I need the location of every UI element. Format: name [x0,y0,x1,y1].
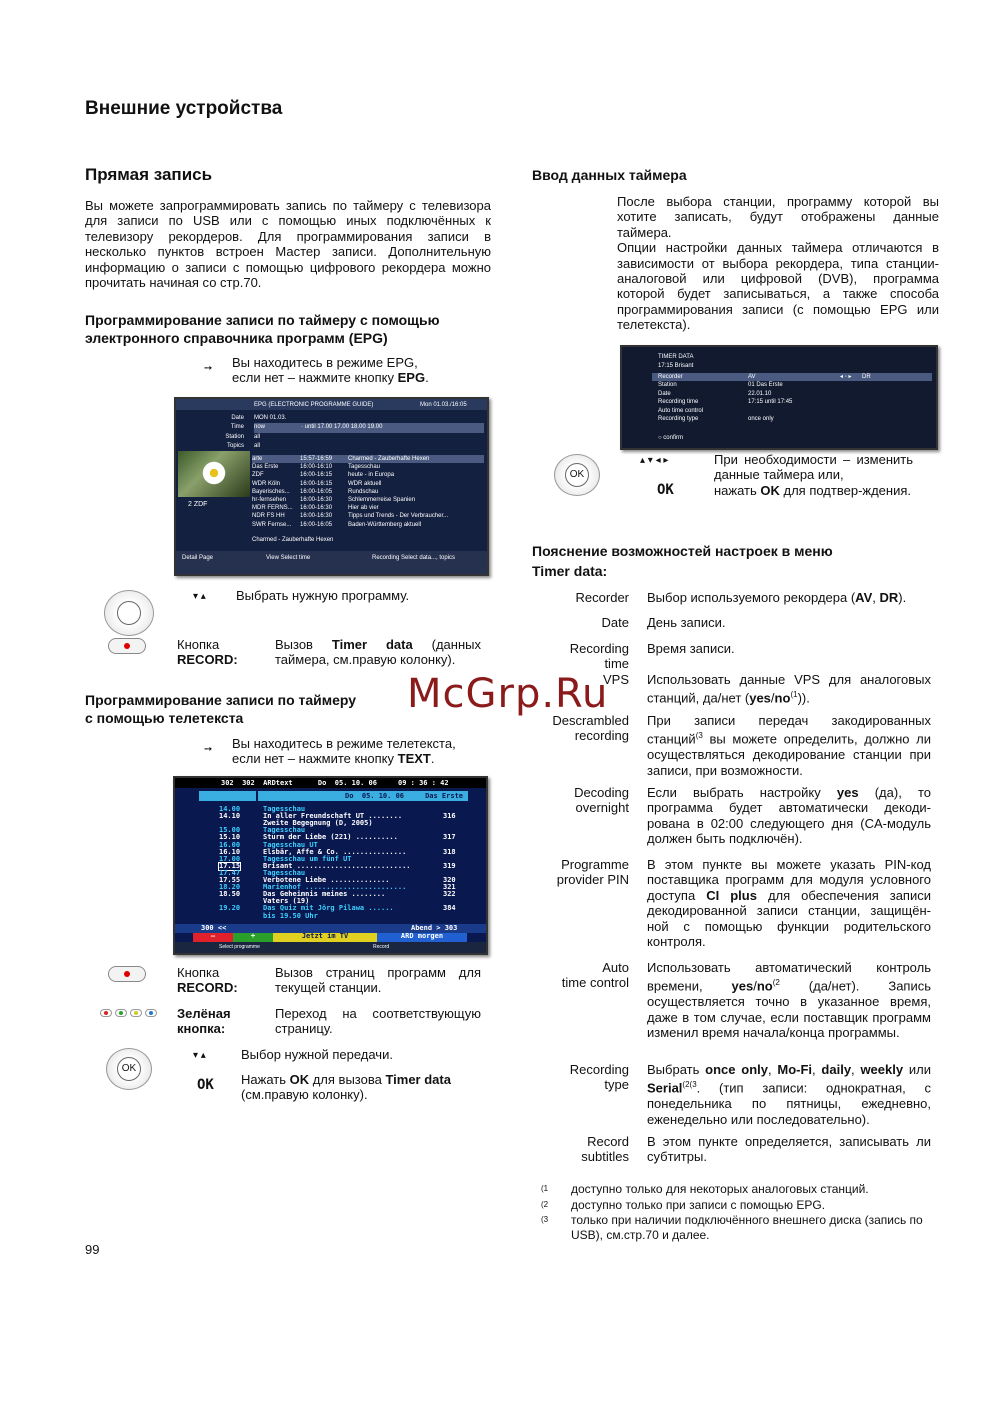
green-key-line-1: Зелёная [177,1006,231,1021]
confirm-icon: ○ [658,435,664,441]
setting-term: Programme provider PIN [556,857,629,888]
timer-row-label: Station [658,382,677,389]
timer-row-value: 17:15 until 17:45 [748,399,793,406]
epg-row-time: 16:00-16:05 [300,521,333,528]
green-key-line-2: кнопка: [177,1021,226,1037]
setting-term: Recording type [569,1062,629,1093]
teletext-row-time: 14.00 [219,805,241,813]
record-key-desc [275,637,481,668]
epg-row-title: Charmed - Zauberhafte Hexen [348,456,430,462]
epg-value-date[interactable]: MON 01.03. [254,415,287,421]
epg-row[interactable] [252,480,484,488]
epg-row-title: Schlemmerreise Spanien [348,496,416,503]
setting-term: Recording time [569,641,629,672]
footnote-mark: (2 [541,1200,549,1209]
teletext-red-button[interactable]: – [193,933,233,942]
setting-term: Descrambled recording [552,713,629,744]
teletext-date-bar: Do 05. 10. 06 Das Erste [345,792,464,800]
epg-select-text: Выбрать нужную программу. [236,588,410,603]
epg-label-time: Time [230,424,244,431]
epg-row-station: arte [252,456,263,462]
setting-term: Recorder [575,590,629,605]
setting-desc: Использовать автоматический контроль времени, yes/$no^{(2}$ (да/нет). Запись осуществляется точно в указанное время, даже в том случае, если поставщик программ изменил время начала/конца программы. [647,960,931,1040]
up-down-arrows-icon: ▾ ▴ [193,1050,206,1061]
timer-row-value: once only [748,415,774,422]
teletext-row-title: Tagesschau UT [263,840,318,849]
timer-row[interactable] [658,390,928,398]
timer-data-title: Ввод данных таймера [532,167,687,183]
teletext-row-title: Brisant ........................... [263,861,411,870]
epg-time-bar: · until 17.00 17.00 18.00 19.00 [301,424,383,431]
timer-row[interactable] [658,407,928,415]
navigation-pad-icon [104,590,154,636]
direct-recording-title: Прямая запись [85,165,213,184]
epg-row-title: heute - in Europa [348,472,395,479]
teletext-row-page: 319 [443,861,456,870]
timer-footer-label: confirm [663,435,683,441]
programme-thumbnail [178,451,250,497]
setting-desc: Выбрать once only, Mo-Fi, daily, weekly или Serial$^{(2(3}$. (тип записи: однократная, с понедельника по пятницы, ежедневно, еженедельно или последовательно). [647,1062,931,1127]
settings-title-colon: : [602,563,608,579]
epg-label-station: Station [225,433,244,440]
settings-title [532,541,833,581]
timer-row-value: 22.01.10 [748,390,772,397]
epg-row-station: SWR Fernse... [252,521,292,528]
teletext-row[interactable] [175,913,485,920]
teletext-row[interactable] [175,891,485,898]
epg-filter-values [254,414,484,452]
footnote-mark: (3 [541,1215,549,1224]
epg-footer-right: Recording Select data..., topics [372,555,456,561]
record-key-line-1: Кнопка [177,637,220,652]
epg-row-station: Bayerisches... [252,488,290,495]
ok-desc-timer-data: Timer data [385,1072,451,1087]
epg-row-station: WDR Köln [252,480,281,487]
epg-footer-left: Detail Page [182,555,214,561]
ok-desc-ok: OK [289,1072,310,1087]
timer-row-label: Recorder [658,374,683,380]
timer-data-text [617,194,939,333]
text-key: TEXT [397,751,431,767]
teletext-title-line-1: Программирование записи по таймеру [85,692,357,708]
setting-term: Decoding overnight [574,785,629,816]
footnote-text: доступно только для некоторых аналоговых станций. [571,1182,869,1196]
settings-title-line-2: Timer data [532,563,603,579]
teletext-row-title: Tagesschau [263,868,306,877]
timer-row-value: 01 Das Erste [748,382,783,389]
setting-desc: В этом пункте вы можете указать PIN-код поставщика программ для модуля условного доступа CI plus для обеспечения записи декодированной записи станции, защищён-ной с помощью функции родительского контроля. [647,857,931,950]
teletext-row-time: 14.10 [219,812,241,821]
record-key-label [177,637,238,668]
teletext-row-time: 19.20 [219,904,241,913]
footnote-text: доступно только при записи с помощью EPG. [571,1198,826,1212]
epg-header: EPG (ELECTRONIC PROGRAMME GUIDE) [254,402,374,408]
teletext-row-title: Sturm der Liebe (221) .......... [263,833,398,842]
direction-arrows-icon: ▴ ▾ ◂ ▸ [640,455,669,466]
setting-desc: При записи передач закодированных станций$^{(3}$ вы можете определить, должно ли осуществляться декодирование станции при записи, при возможности. [647,713,931,778]
timer-row-label: Recording time [658,399,699,406]
epg-row-title: Tagesschau [348,464,381,471]
epg-hint-end: . [425,370,429,386]
up-down-arrows-icon: ▾ ▴ [193,591,206,602]
record-desc-bold: Timer data [331,637,413,652]
timer-row[interactable] [658,381,928,389]
teletext-row-title: In aller Freundschaft UT ........ [263,812,403,821]
epg-row-station: NDR FS HH [252,513,285,520]
section-title: Внешние устройства [85,98,283,119]
epg-hint [232,355,502,386]
teletext-hint-end: . [430,751,435,767]
epg-label-topics: Topics [226,443,244,450]
teletext-row-page: 318 [443,847,456,856]
ok-key-icon: OK [657,482,674,498]
epg-row-time: 16:00-16:30 [300,505,333,512]
change-desc-post: для подтвер-ждения. [779,482,912,498]
epg-row[interactable] [252,455,484,463]
change-desc-pre: нажать [714,482,761,498]
setting-term: Date [601,615,629,630]
teletext-hint-line-2: если нет – нажмите кнопку [232,751,398,767]
teletext-row-title: Vaters (19) [263,897,310,906]
record-button-icon [108,966,146,982]
teletext-select-text: Выбор нужной передачи. [241,1047,393,1062]
teletext-programme-list [175,806,486,921]
green-key-label [177,1006,231,1037]
teletext-row-time: 16.10 [219,847,241,856]
setting-desc: В этом пункте определяется, записывать ли субтитры. [647,1134,931,1165]
ok-button-icon: OK [117,1057,141,1081]
timer-data-text-2: Опции настройки данных таймера отличаются в зависимости от выбора рекордера, типа станции-аналоговой или цифровой (DVB), программа которой будет записываться, а также способа программирования записи (с помощью EPG или телетекста). [617,240,939,333]
epg-screenshot [174,397,489,576]
teletext-nav-right[interactable]: Abend > 303 [411,924,458,932]
setting-desc: Время записи. [647,641,735,656]
teletext-title-line-2: с помощью телетекста [85,710,244,726]
teletext-row-title: Marienhof ........................ [263,883,407,892]
epg-value-station[interactable]: all [254,433,261,440]
teletext-nav-left[interactable]: 300 << [201,924,227,932]
epg-row-time: 16:00-16:05 [300,488,333,495]
setting-term: VPS [602,672,629,687]
teletext-row-title: Elsbär, Affe & Co. ............... [263,847,407,856]
teletext-row-title: Verbotene Liebe .............. [263,876,390,884]
timer-data-screenshot [620,345,938,450]
epg-row-time: 15:57-16:59 [300,456,333,462]
teletext-row-title: Tagesschau [263,805,306,813]
epg-row[interactable] [252,496,484,504]
green-key-desc: Переход на соответствующую страницу. [275,1006,481,1037]
epg-row-station: hr-fernsehen [252,496,287,503]
colour-buttons-icon [100,1008,160,1018]
settings-title-line-1: Пояснение возможностей настроек в меню [532,543,833,559]
timer-row[interactable] [658,373,928,381]
teletext-record-key-label [177,965,238,996]
change-desc-ok: OK [760,482,780,498]
epg-programme-list [252,455,484,529]
timer-screen-subtitle: 17:15 Brisant [658,363,694,369]
epg-row-title: Rundschau [348,488,379,495]
teletext-row-page: 316 [443,812,456,821]
setting-term: Record subtitles [581,1134,629,1165]
teletext-record-desc: Вызов страниц программ для текущей станции. [275,965,481,996]
timer-row-label: Auto time control [658,407,704,414]
teletext-row-time: 17.00 [219,854,241,863]
teletext-row-title: Zweite Begegnung (D, 2005) [263,819,373,828]
teletext-footer-left: Select programme [219,944,260,950]
epg-row-time: 16:00-16:30 [300,496,333,503]
footnote-mark: (1 [541,1184,549,1193]
timer-option-dr[interactable]: DR [862,374,871,380]
epg-row-time: 16:00-16:30 [300,513,333,520]
timer-row[interactable] [658,415,928,423]
epg-hint-line-1: Вы находитесь в режиме EPG, [232,355,418,370]
setting-desc: Если выбрать настройку yes (да), то программа будет автоматически декоди-рована в 02:00 следующего дня (CA-модуль должен быть подключён). [647,785,931,847]
epg-row-time: 16:00-16:15 [300,480,333,487]
ok-button-icon: OK [565,463,589,487]
timer-row-value: AV [748,374,756,380]
epg-row-title: Tipps und Trends - Der Verbraucher... [348,513,449,520]
teletext-row-page: 321 [443,883,456,892]
teletext-row-time: 18.50 [219,890,241,899]
ok-desc-mid: для вызова [309,1072,386,1087]
epg-row[interactable] [252,504,484,512]
epg-value-topics[interactable]: all [254,443,261,450]
teletext-row-page: 322 [443,890,456,899]
teletext-green-button[interactable]: + [233,933,273,942]
epg-row[interactable] [252,471,484,479]
record-key-line-2: RECORD: [177,652,238,668]
teletext-row-time: 17.55 [219,876,241,884]
epg-row[interactable] [252,512,484,520]
timer-data-text-1: После выбора станции, программу которой вы хотите записать, будут отображены данные таймера. [617,194,939,240]
epg-row-title: WDR aktuell [348,480,382,487]
teletext-row-title: Tagesschau um fünf UT [263,854,352,863]
teletext-row-title: bis 19.50 Uhr [263,911,318,920]
footnote-text: только при наличии подключённого внешнего диска (запись по USB), см.стр.70 и далее. [571,1213,923,1242]
epg-row-title: Hier ab vier [348,505,379,512]
ok-desc [241,1072,491,1103]
record-desc-post: (данных таймера, см.правую колонку). [275,637,481,668]
epg-footer-mid: View Select time [266,555,311,561]
setting-desc: Выбор используемого рекордера (AV, DR). [647,590,907,605]
timer-spinner-icon[interactable]: ◂ ◦ ▸ [840,374,852,380]
epg-hint-line-2: если нет – нажмите кнопку [232,370,398,386]
page-number: 99 [85,1242,100,1257]
ok-key-icon: OK [197,1077,214,1093]
teletext-record-key-line-1: Кнопка [177,965,220,980]
teletext-footer-right: Record [373,944,390,950]
epg-row-station: Das Erste [252,464,279,471]
change-desc-1: При необходимости – изменить данные таймера или, [714,452,913,483]
timer-row-label: Recording type [658,415,699,422]
teletext-row-title: Das Quiz mit Jörg Pilawa ...... [263,904,394,913]
change-desc [714,452,913,498]
epg-header-date: Mon 01.03./16:05 [420,402,467,408]
ok-desc-post: (см.правую колонку). [241,1087,368,1103]
hand-pointer-icon: ➙ [204,744,213,755]
epg-row-station: MDR FERNS... [252,505,293,512]
epg-value-time: now [254,424,266,431]
teletext-yellow-button[interactable]: Jetzt im TV [273,933,377,942]
epg-row-station: ZDF [252,472,264,479]
teletext-row-time: 18.20 [219,883,241,892]
epg-row[interactable] [252,521,484,529]
timer-row-label: Date [658,390,671,397]
epg-row-title: Baden-Württemberg aktuell [348,521,422,528]
navigation-pad-icon [106,1048,152,1090]
teletext-row[interactable] [175,905,485,912]
epg-time-row[interactable] [254,423,484,432]
teletext-row-time: 17.47 [219,868,241,877]
epg-channel: 2 ZDF [188,501,208,508]
setting-desc: Использовать данные VPS для аналоговых станций, да/нет $(yes/no^{(1})$). [647,672,931,706]
record-button-icon [108,638,146,654]
teletext-row-title: Das Geheimnis meines ........ [263,890,386,899]
epg-footer-title: Charmed - Zauberhafte Hexen [252,537,334,543]
direct-recording-text: Вы можете запрограммировать запись по таймеру с телевизора для записи по USB или с помощью иных подключённых к телевизору рекордеров. Для программирования записи в несколько пунктов встроен Мастер записи. Дополнительную информацию о записи с помощью цифрового рекордера можно прочитать начиная со стр.70. [85,198,491,291]
teletext-screenshot [173,776,488,955]
teletext-row-title: Tagesschau [263,826,306,835]
teletext-row-time: 16.00 [219,840,241,849]
teletext-row-time: 17.15 [219,861,241,870]
epg-row-time: 16:00-16:10 [300,464,333,471]
epg-label-date: Date [231,415,244,421]
navigation-pad-icon [554,454,600,496]
epg-row[interactable] [252,488,484,496]
teletext-blue-button[interactable]: ARD morgen [377,933,467,942]
epg-key: EPG [397,370,426,386]
epg-row-time: 16:00-16:15 [300,472,333,479]
center-button-icon [117,601,141,625]
hand-pointer-icon: ➙ [204,363,213,374]
ok-desc-pre: Нажать [241,1072,290,1087]
teletext-hint-line-1: Вы находитесь в режиме телетекста, [232,736,456,751]
timer-screen-title: TIMER DATA [658,354,694,360]
timer-row[interactable] [658,398,928,406]
setting-term: Auto time control [561,960,629,991]
record-desc-pre: Вызов [275,637,332,652]
epg-row[interactable] [252,463,484,471]
epg-filter-labels [216,414,244,452]
timer-settings-list [658,373,928,423]
teletext-row-page: 320 [443,876,456,884]
timer-footer [658,434,683,442]
teletext-record-key-line-2: RECORD: [177,980,238,996]
teletext-row-time: 15.10 [219,833,241,842]
teletext-row-time: 15.00 [219,826,241,835]
setting-desc: День записи. [647,615,726,630]
teletext-hint [232,736,502,767]
watermark: McGrp.Ru [407,671,609,717]
teletext-row-page: 317 [443,833,456,842]
epg-section-title: Программирование записи по таймеру с помощью электронного справочника программ (EPG) [85,312,440,346]
teletext-header: 302 302 ARDtext Do 05. 10. 06 09 : 36 : 42 [221,779,449,787]
teletext-row-page: 384 [443,904,456,913]
